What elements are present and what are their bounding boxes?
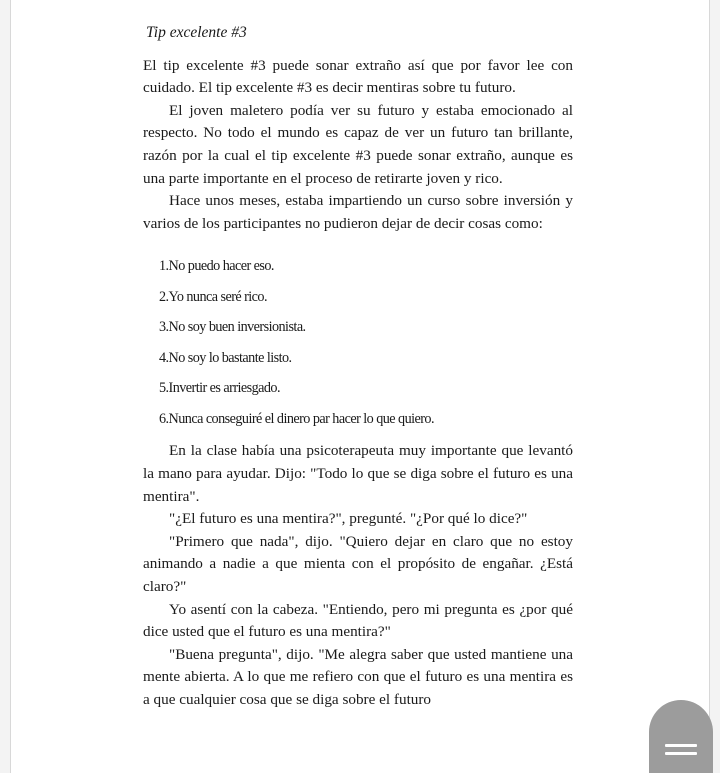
paragraph: El tip excelente #3 puede sonar extraño así que por favor lee con cuidado. El tip excelente #3 es decir mentiras sobre tu futuro. (143, 56, 573, 97)
paragraph: Yo asentí con la cabeza. "Entiendo, pero mi pregunta es ¿por qué dice usted que el futuro es una mentira?" (143, 600, 573, 641)
paragraph: Hace unos meses, estaba impartiendo un curso sobre inversión y varios de los participantes no pudieron dejar de decir cosas como: (143, 192, 573, 232)
section-heading: Tip excelente #3 (146, 24, 247, 41)
paragraph: "¿El futuro es una mentira?", pregunté. "¿Por qué lo dice?" (169, 510, 528, 528)
paragraph: "Primero que nada", dijo. "Quiero dejar en claro que no estoy animando a nadie a que mienta con el propósito de engañar. ¿Está claro?" (143, 532, 573, 595)
paragraph: "Buena pregunta", dijo. "Me alegra saber que usted mantiene una mente abierta. A lo que me refiero con que el futuro es una mentira es a que cualquier cosa que se diga sobre el futuro (143, 645, 573, 708)
list-item: 3.No soy buen inversionista. (159, 319, 306, 336)
book-page (143, 22, 573, 711)
list-item: 5.Invertir es arriesgado. (159, 380, 280, 397)
right-frame-edge (709, 0, 720, 773)
left-frame-edge (0, 0, 11, 773)
paragraph: El joven maletero podía ver su futuro y estaba emocionado al respecto. No todo el mundo es capaz de ver un futuro tan brillante, razón por la cual el tip excelente #3 puede sonar extraño, aunque es una parte importante en el proceso de retirarte joven y rico. (143, 101, 573, 187)
list-item: 4.No soy lo bastante listo. (159, 349, 292, 366)
numbered-list (143, 257, 573, 428)
paragraph: En la clase había una psicoterapeuta muy importante que levantó la mano para ayudar. Dijo: "Todo lo que se diga sobre el futuro es una mentira". (143, 442, 573, 505)
list-item: 6.Nunca conseguiré el dinero par hacer lo que quiero. (159, 410, 434, 427)
list-item: 2.Yo nunca seré rico. (159, 288, 267, 305)
floating-scroll-button[interactable] (649, 700, 713, 773)
list-item: 1.No puedo hacer eso. (159, 258, 274, 275)
